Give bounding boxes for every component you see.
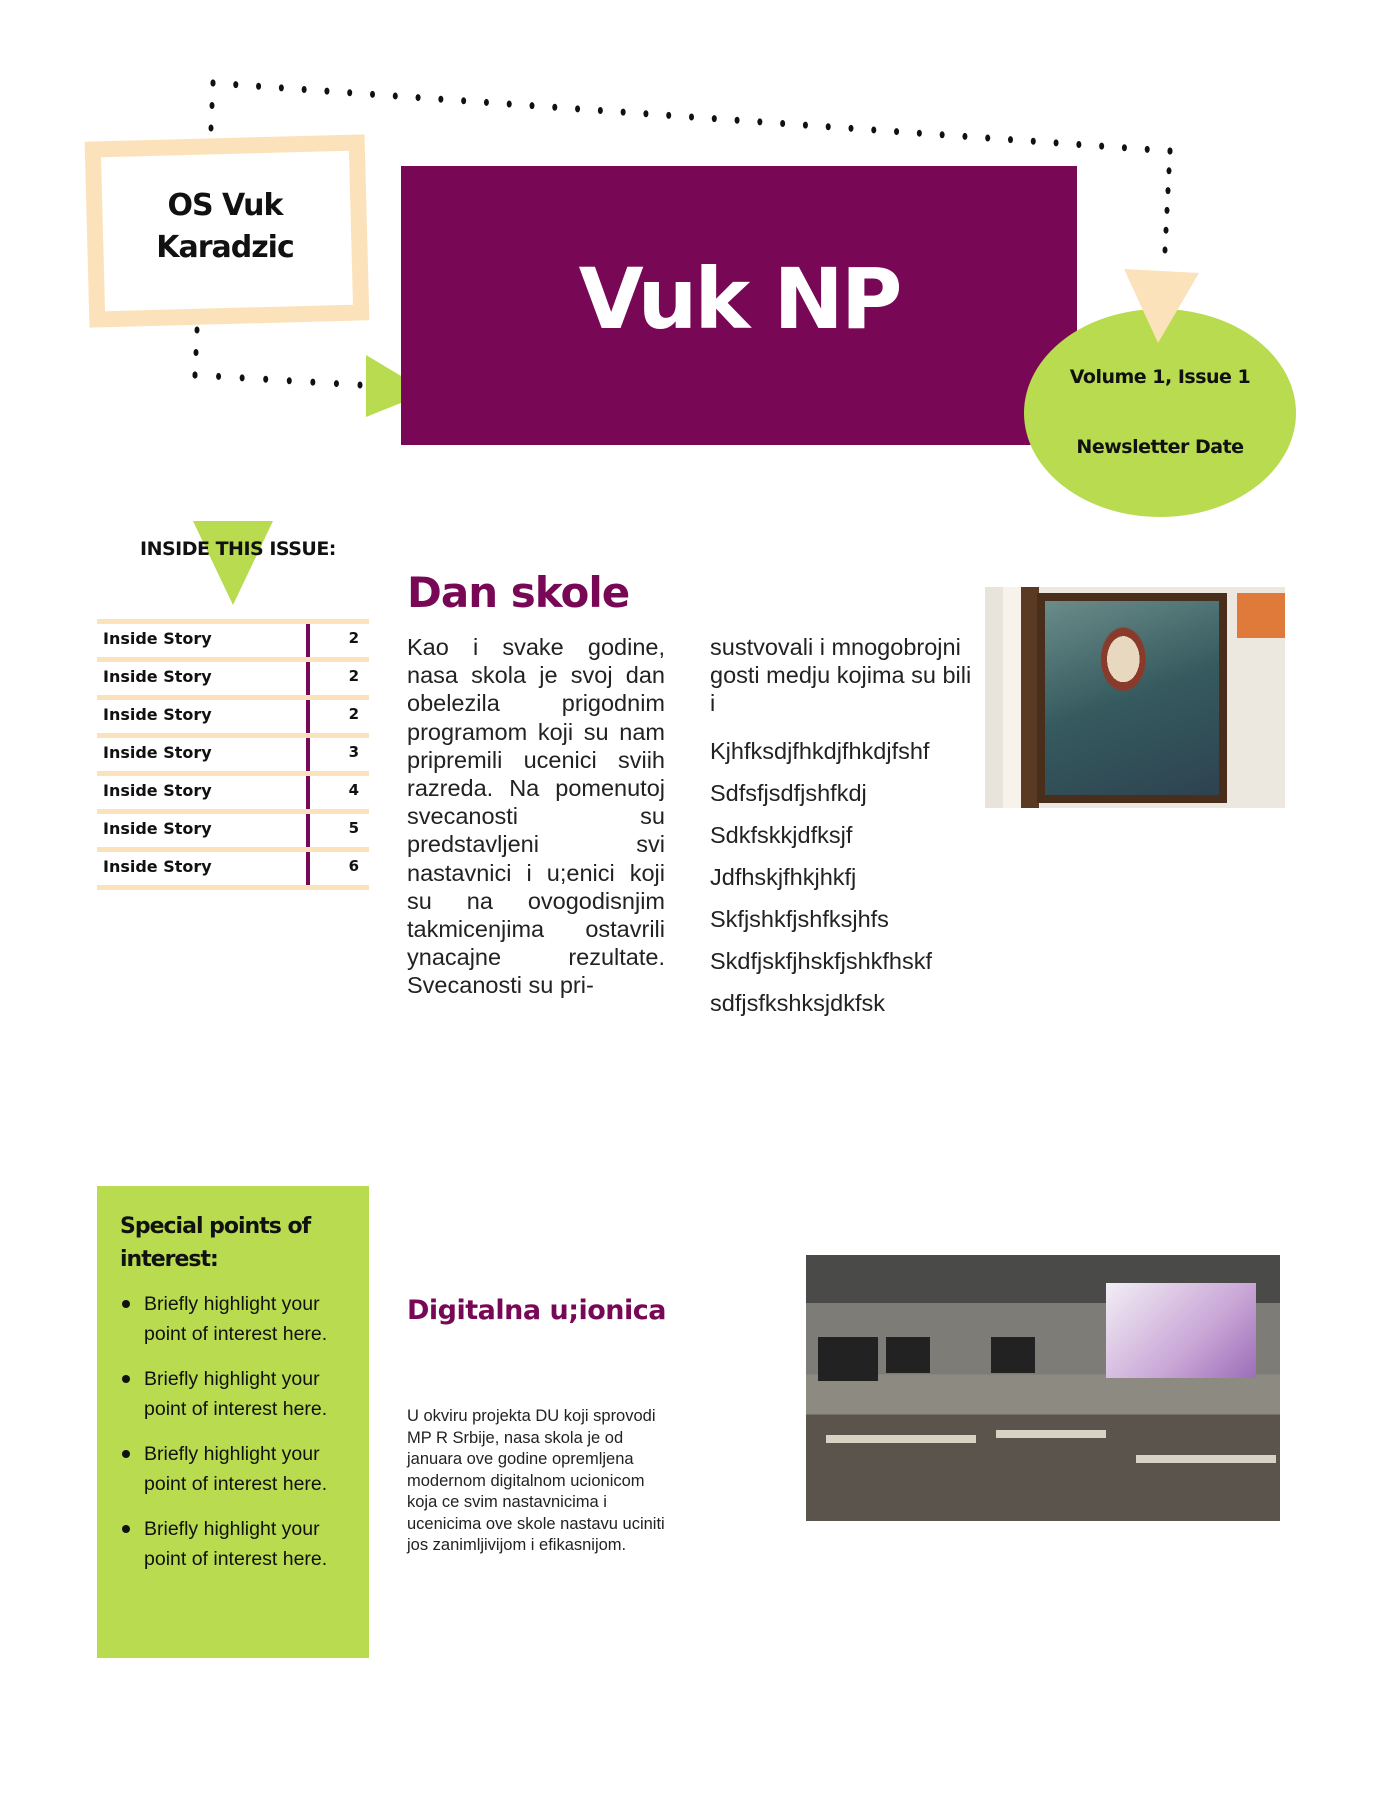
article-line: Kjhfksdjfhkdjfhkdjfshf (710, 738, 930, 764)
toc-item-label: Inside Story (103, 857, 212, 876)
school-name: OS Vuk Karadzic (156, 188, 294, 265)
divider (306, 624, 310, 657)
divider (306, 662, 310, 695)
classroom-photo (806, 1255, 1280, 1521)
toc-item[interactable] (97, 847, 369, 890)
toc-item[interactable] (97, 657, 369, 695)
article-heading: Dan skole (407, 568, 630, 617)
toc-item-page: 4 (348, 781, 359, 799)
newsletter-date: Newsletter Date (1076, 436, 1244, 458)
article-line: Sdkfskkjdfksjf (710, 822, 853, 848)
article-line: Jdfhskjfhkjhkfj (710, 864, 857, 890)
article-line: Sdfsfjsdfjshfkdj (710, 780, 867, 806)
volume-issue: Volume 1, Issue 1 (1069, 366, 1251, 388)
toc-item[interactable] (97, 809, 369, 847)
toc-item-page: 2 (348, 705, 359, 723)
toc-item-label: Inside Story (103, 819, 212, 838)
toc-heading: INSIDE THIS ISSUE: (140, 538, 336, 560)
toc-item-label: Inside Story (103, 743, 212, 762)
article-line: sdfjsfkshksjdkfsk (710, 990, 885, 1016)
toc-item[interactable] (97, 771, 369, 809)
article-2-heading: Digitalna u;ionica (407, 1295, 666, 1326)
newsletter-title: Vuk NP (578, 250, 900, 348)
toc-item-page: 2 (348, 629, 359, 647)
special-point-item: Briefly highlight your point of interest here. (120, 1439, 360, 1499)
divider (306, 776, 310, 809)
article-line: Skfjshkfjshfksjhfs (710, 906, 889, 932)
toc-item-label: Inside Story (103, 629, 212, 648)
special-point-item: Briefly highlight your point of interest here. (120, 1514, 360, 1574)
table-of-contents (97, 619, 369, 890)
divider (306, 852, 310, 885)
special-point-item: Briefly highlight your point of interest here. (120, 1289, 360, 1349)
toc-item-label: Inside Story (103, 781, 212, 800)
toc-item[interactable] (97, 619, 369, 657)
toc-item-page: 2 (348, 667, 359, 685)
toc-item-label: Inside Story (103, 667, 212, 686)
divider (306, 700, 310, 733)
toc-item-page: 5 (348, 819, 359, 837)
article-line: Skdfjskfjhskfjshkfhskf (710, 948, 933, 974)
divider (306, 738, 310, 771)
peach-arrow-triangle (0, 0, 1391, 400)
toc-item-page: 3 (348, 743, 359, 761)
toc-item[interactable] (97, 695, 369, 733)
toc-item-label: Inside Story (103, 705, 212, 724)
green-down-triangle (0, 500, 400, 620)
article-column-1: Kao i svake godine, nasa skola je svoj dan obelezila prigodnim programom koji su nam pripremili ucenici sviih razreda. Na pomenutoj svecanosti su predstavljeni svi nastavnici i u;enici koji su na ovogodisnjim takmicenjima ostavrili ynacajne rezultate. Svecanosti su pri- (407, 634, 665, 999)
toc-item[interactable] (97, 733, 369, 771)
portrait-painting-image (985, 587, 1285, 808)
article-column-2: sustvovali i mnogobrojni gosti medju kojima su bili i (710, 634, 972, 717)
special-points-heading: Special points of interest: (120, 1214, 311, 1272)
special-point-item: Briefly highlight your point of interest here. (120, 1364, 360, 1424)
divider (306, 814, 310, 847)
article-2-body: U okviru projekta DU koji sprovodi MP R Srbije, nasa skola je od januara ove godine opremljena modernom digitalnom ucionicom koja ce svim nastavnicima i ucenicima ove skole nastavu uciniti jos zanimljivijom i efikasnijom. (407, 1407, 665, 1554)
toc-item-page: 6 (348, 857, 359, 875)
